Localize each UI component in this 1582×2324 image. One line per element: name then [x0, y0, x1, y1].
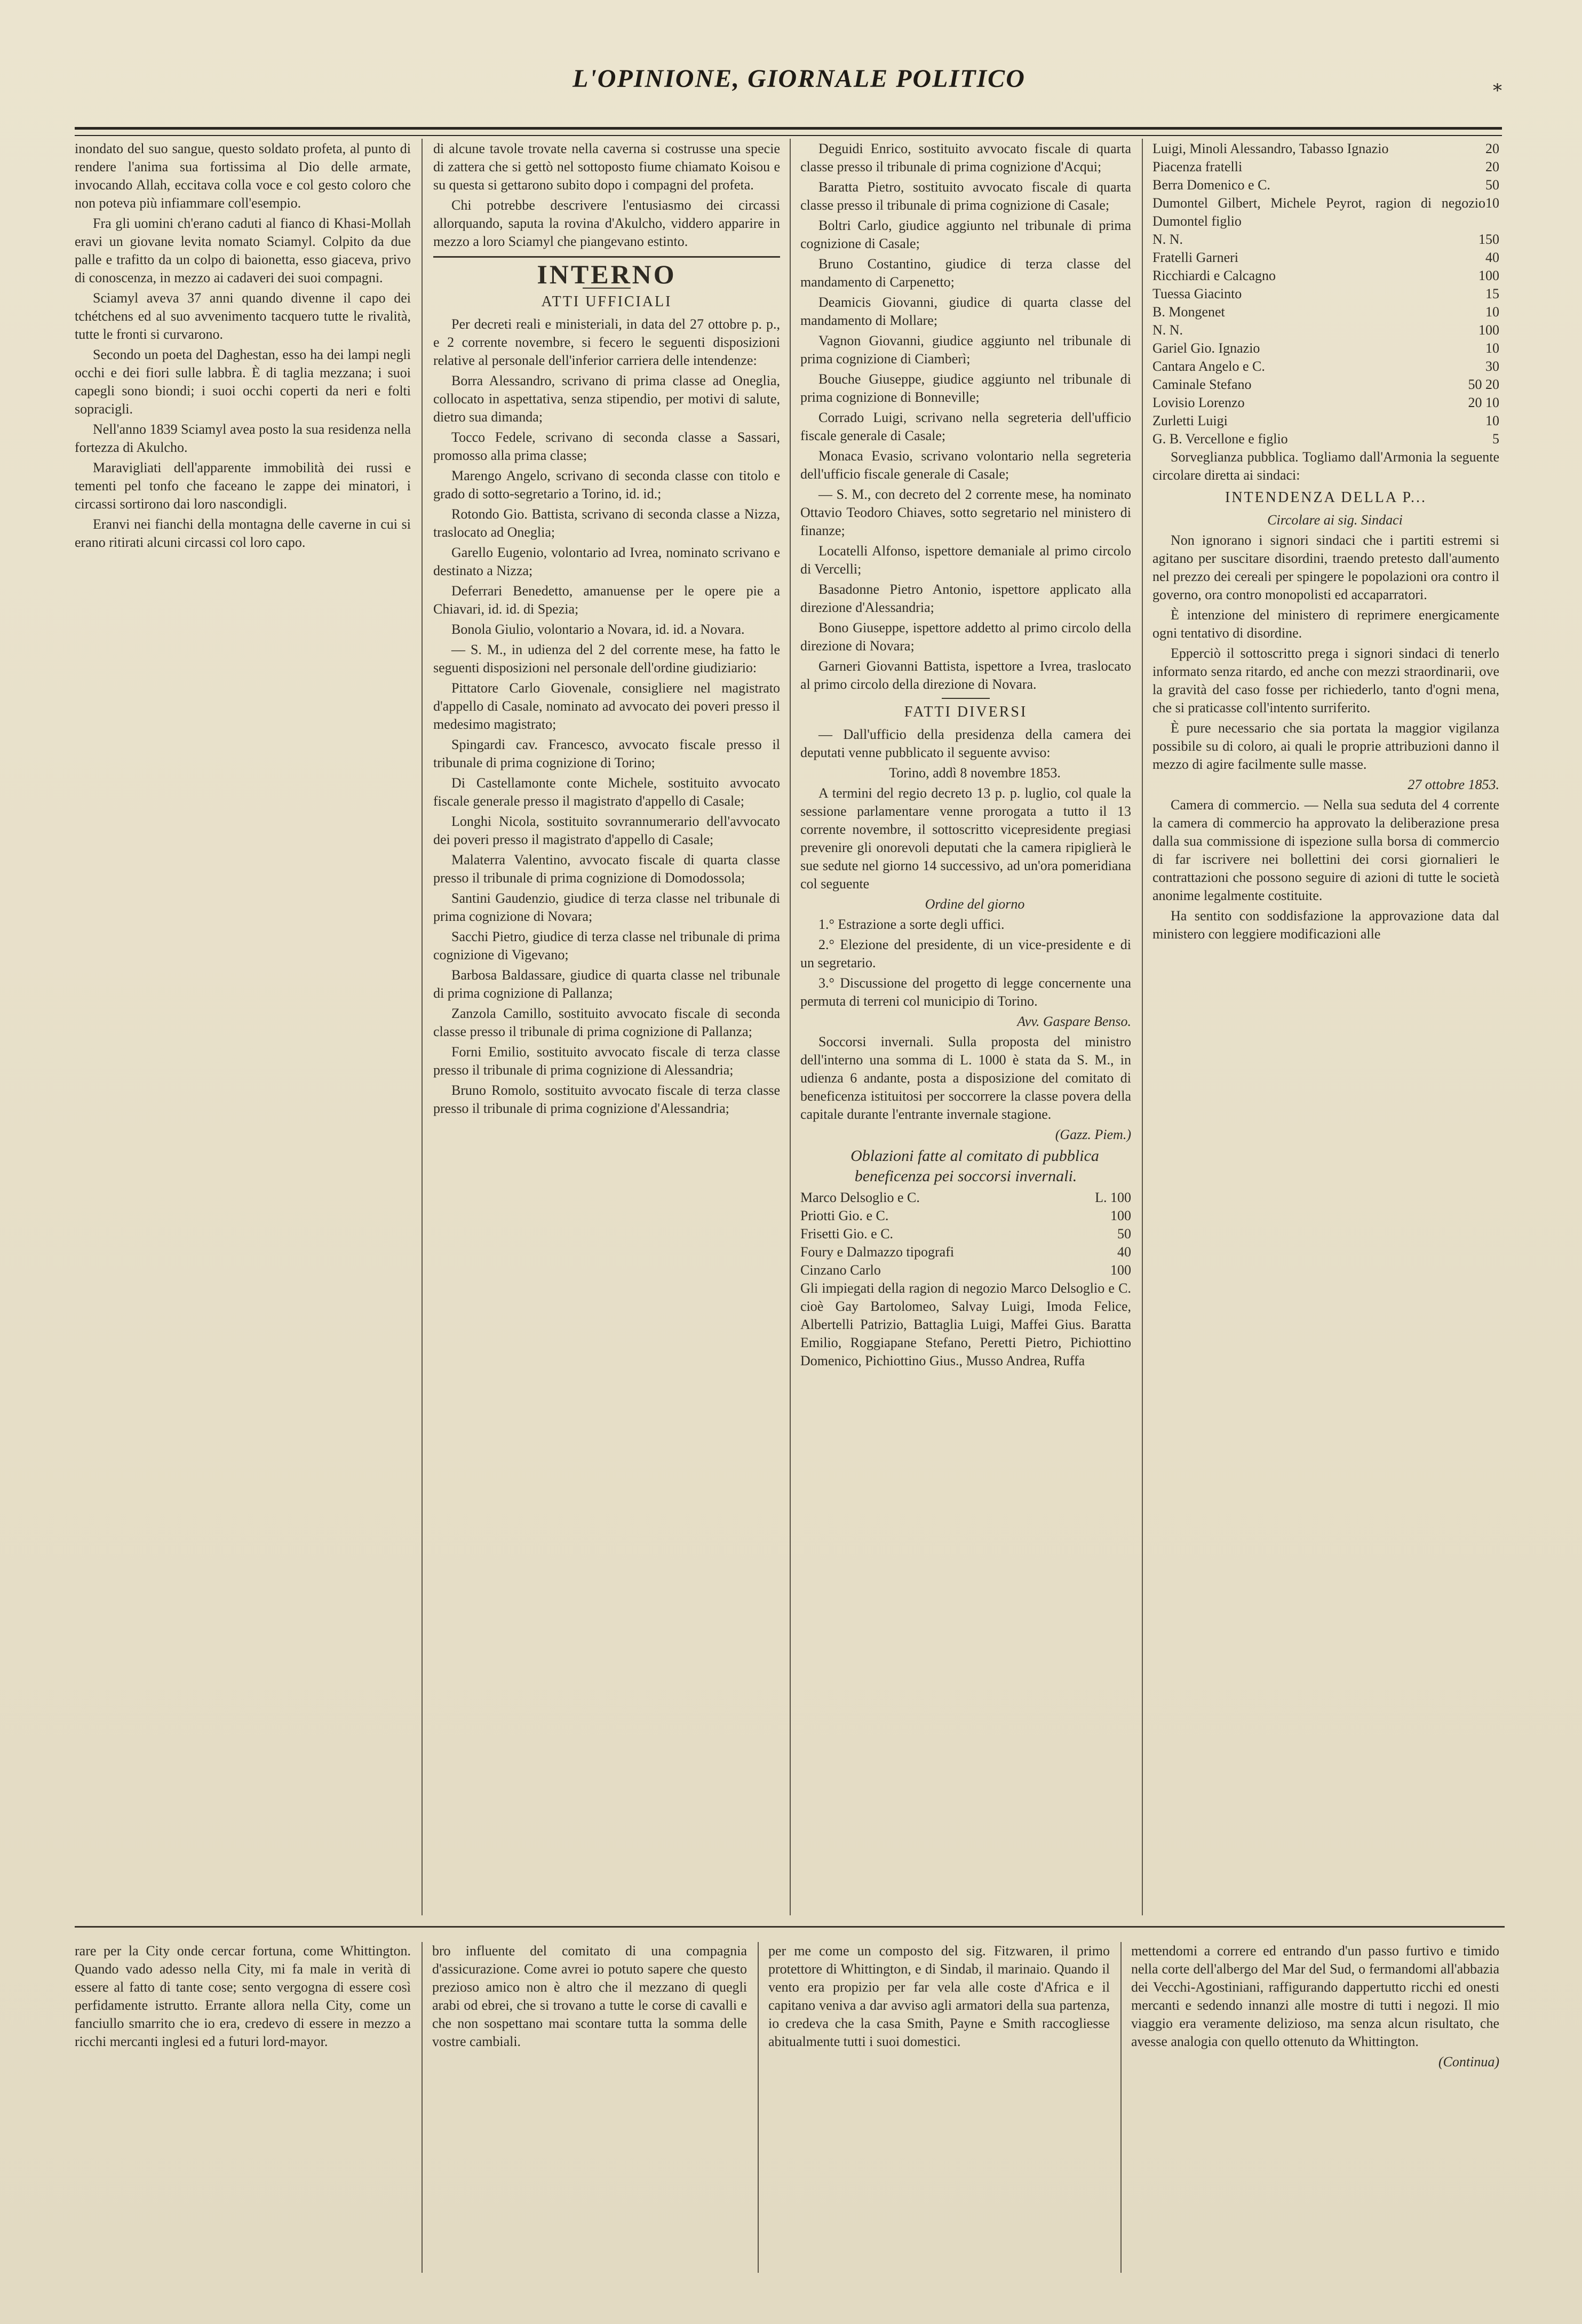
donation-row — [800, 1207, 1131, 1225]
oblazioni-note: Gli impiegati della ragion di negozio Marco Delsoglio e C. cioè Gay Bartolomeo, Salvay Luigi, Imoda Felice, Albertelli Patrizio, Battaglia Luigi, Maffei Gius. Baratta Emilio, Roggiapane Stefano, Peretti Pietro, Pichiottino Domenico, Pichiottino Gius., Musso Andrea, Ruffa — [800, 1280, 1131, 1368]
donation-row — [1152, 249, 1499, 267]
donation-amount: 150 — [1478, 232, 1499, 247]
col2-paragraph: Rotondo Gio. Battista, scrivano di seconda classe a Nizza, traslocato ad Oneglia; — [433, 506, 780, 540]
column-divider — [758, 1942, 759, 2273]
col1-paragraph: Secondo un poeta del Daghestan, esso ha dei lampi negli occhi e dei fiori sulle labbra. È di taglia mezzana; i suoi capegli sono biondi; i suoi occhi coperti da neri e folti sopracigli. — [75, 347, 411, 417]
section-title-interno: INTERNO — [537, 259, 677, 289]
feuilleton-text: mettendomi a correre ed entrando d'un passo furtivo e timido nella corte dell'albergo del Mar del Sud, o fermandomi all'abbazia dei Vecchi-Agostiniani, raffigurando dappertutto ricchi ed onesti mercanti e sedendo innanzi alle mostre di tutti i negozi. Il mio viaggio era veramente delizioso, ma senza alcun risultato, che avesse analogia con quello ottenuto da Whittington. — [1131, 1943, 1499, 2049]
donor-name: Tuessa Giacinto — [1152, 286, 1242, 301]
col3-paragraph: Bouche Giuseppe, giudice aggiunto nel tribunale di prima cognizione di Bonneville; — [800, 371, 1131, 405]
ordine-item: 3.° Discussione del progetto di legge concernente una permuta di terreni col municipio di Torino. — [800, 975, 1131, 1009]
col1-paragraph: Maravigliati dell'apparente immobilità dei russi e tementi pel tonfo che faceano le zappe dei minatori, i circassi sortirono dai loro nascondigli. — [75, 460, 411, 512]
col2-paragraph: Bruno Romolo, sostituito avvocato fiscale di terza classe presso il tribunale di prima cognizione d'Alessandria; — [433, 1083, 780, 1116]
col2-paragraph: Spingardi cav. Francesco, avvocato fiscale presso il tribunale di prima cognizione di Torino; — [433, 737, 780, 770]
col2-top-paragraph: di alcune tavole trovate nella caverna si costrusse una specie di zattera che si gettò nel sottoposto fiume chiamato Koisou e su questa si gettarono subito dopo i compagni del profeta. — [433, 141, 780, 193]
donor-name: Luigi, Minoli Alessandro, Tabasso Ignazio — [1152, 141, 1389, 156]
col2-top-paragraph: Chi potrebbe descrivere l'entusiasmo dei circassi allorquando, saputa la rovina d'Akulcho, viddero apparire in mezzo a loro Sciamyl che piangevano estinto. — [433, 197, 780, 249]
feuilleton-column-1 — [75, 1942, 411, 2053]
section-title-fatti-diversi: FATTI DIVERSI — [904, 704, 1028, 720]
col3-paragraph: Deguidi Enrico, sostituito avvocato fiscale di quarta classe presso il tribunale di prima cognizione d'Acqui; — [800, 141, 1131, 174]
donation-amount: 20 — [1485, 141, 1499, 156]
donation-amount: 10 — [1485, 195, 1499, 211]
col3-paragraph: Deamicis Giovanni, giudice di quarta classe del mandamento di Mollare; — [800, 295, 1131, 328]
donor-name: Cinzano Carlo — [800, 1262, 881, 1278]
donation-row — [800, 1261, 1131, 1279]
donation-amount: 40 — [1117, 1244, 1131, 1260]
section-separator — [942, 698, 990, 699]
camera-paragraph: Camera di commercio. — Nella sua seduta del 4 corrente la camera di commercio ha approvato la deliberazione presa dalla sua commissione di ispezione sulla borsa di commercio di far iscrivere nei bollettini dei corsi giornalieri le contrattazioni che possono seguire di azioni di tutte le società anonime legalmente costituite. — [1152, 797, 1499, 903]
col2-paragraph: Tocco Fedele, scrivano di seconda classe a Sassari, promosso alla prima classe; — [433, 429, 780, 463]
col2-paragraph: Garello Eugenio, volontario ad Ivrea, nominato scrivano e destinato a Nizza; — [433, 545, 780, 578]
col2-paragraph: Deferrari Benedetto, amanuense per le opere pie a Chiavari, id. id. di Spezia; — [433, 583, 780, 617]
feuilleton-rule — [75, 1926, 1505, 1928]
donation-amount: 20 10 — [1468, 395, 1499, 410]
donor-name: N. N. — [1152, 232, 1183, 247]
donation-amount: 100 — [1110, 1262, 1131, 1278]
col4-paragraph: È intenzione del ministero di reprimere energicamente ogni tentativo di disordine. — [1152, 607, 1499, 641]
col2-paragraph: — S. M., in udienza del 2 del corrente mese, ha fatto le seguenti disposizioni nel personale dell'ordine giudiziario: — [433, 642, 780, 675]
col3-paragraph: Corrado Luigi, scrivano nella segreteria dell'ufficio fiscale generale di Casale; — [800, 410, 1131, 443]
circolare-title: Circolare ai sig. Sindaci — [1267, 512, 1403, 528]
sorveglianza-paragraph: Sorveglianza pubblica. Togliamo dall'Armonia la seguente circolare diretta ai sindaci: — [1152, 449, 1499, 483]
donor-name: Ricchiardi e Calcagno — [1152, 268, 1276, 283]
page-marker: * — [1493, 80, 1502, 101]
donor-name: B. Mongenet — [1152, 304, 1225, 320]
donation-row — [1152, 194, 1499, 230]
col4-paragraph: Epperciò il sottoscritto prega i signori sindaci di tenerlo informato senza ritardo, ed anche con mezzi straordinarii, ove la gravità del caso fosse per richiederlo, tanto d'ogni mena, che si praticasse coll'intento surriferito. — [1152, 646, 1499, 715]
donation-amount: 40 — [1485, 250, 1499, 265]
column-divider — [790, 139, 791, 1915]
donation-amount: 50 — [1117, 1226, 1131, 1241]
feuilleton-text: rare per la City onde cercar fortuna, come Whittington. Quando vado adesso nella City, mi fa male in verità di essere al fatto di tante cose; sento vergogna di essere così perfidamente istrutto. Errante allora nella City, come un fanciullo smarrito che io era, credevo di essere in mezzo a ricchi mercanti inglesi ed a futuri lord-mayor. — [75, 1943, 411, 2049]
col3-paragraph: Locatelli Alfonso, ispettore demaniale al primo circolo di Vercelli; — [800, 543, 1131, 577]
masthead-rule — [75, 127, 1502, 136]
donation-amount: 10 — [1485, 340, 1499, 356]
donor-name: Fratelli Garneri — [1152, 250, 1238, 265]
column-4 — [1152, 140, 1499, 945]
col1-paragraph: Sciamyl aveva 37 anni quando divenne il capo dei tchétchens ed al suo avvenimento tacquero tutte le rivalità, tutte le fronti si curvarono. — [75, 290, 411, 342]
donation-row — [1152, 176, 1499, 194]
feuilleton-column-4 — [1131, 1942, 1499, 2073]
camera-paragraph: Ha sentito con soddisfazione la approvazione data dal ministero con leggiere modificazioni alle — [1152, 908, 1499, 942]
intendenza-title: INTENDENZA DELLA P... — [1225, 489, 1427, 506]
donation-amount: 10 — [1485, 304, 1499, 320]
donation-row — [1152, 430, 1499, 448]
donation-amount: 100 — [1478, 322, 1499, 338]
donor-name: Lovisio Lorenzo — [1152, 395, 1245, 410]
donation-amount: 100 — [1110, 1208, 1131, 1223]
col2-paragraph: Forni Emilio, sostituito avvocato fiscale di terza classe presso il tribunale di prima cognizione di Alessandria; — [433, 1044, 780, 1078]
col2-paragraph: Borra Alessandro, scrivano di prima classe ad Oneglia, collocato in aspettativa, senza stipendio, per motivi di salute, dietro sua dimanda; — [433, 373, 780, 425]
ordine-item: 1.° Estrazione a sorte degli uffici. — [818, 917, 1005, 932]
donation-row — [1152, 321, 1499, 339]
col1-paragraph: inondato del suo sangue, questo soldato profeta, al punto di rendere l'anima sua fortissima al Dio delle armate, invocando Allah, eccitava colla voce e col gesto coloro che non poteva più infiammare coll'esempio. — [75, 141, 411, 211]
col2-paragraph: Sacchi Pietro, giudice di terza classe nel tribunale di prima cognizione di Vigevano; — [433, 929, 780, 962]
donation-amount: 20 — [1485, 159, 1499, 174]
donation-amount: L. 100 — [1095, 1190, 1131, 1205]
col2-paragraph: Longhi Nicola, sostituito sovrannumerario dell'avvocato dei poveri presso il magistrato d'appello di Casale; — [433, 814, 780, 847]
donation-row — [1152, 394, 1499, 412]
donation-row — [1152, 376, 1499, 394]
donation-row — [1152, 357, 1499, 376]
donation-row — [1152, 285, 1499, 303]
donation-row — [1152, 267, 1499, 285]
donation-amount: 50 20 — [1468, 377, 1499, 392]
donation-amount: 100 — [1478, 268, 1499, 283]
fatti-body: A termini del regio decreto 13 p. p. luglio, col quale la sessione parlamentare venne prorogata a tutto il 13 corrente novembre, il sottoscritto vicepresidente pregiasi prevenire gli onorevoli deputati che la camera ripiglierà le sue sedute nel giorno 14 successivo, ad un'ora pomeridiana col seguente — [800, 785, 1131, 892]
donation-amount: 10 — [1485, 413, 1499, 428]
col3-paragraph: Bono Giuseppe, ispettore addetto al primo circolo della direzione di Novara; — [800, 620, 1131, 654]
donor-name: Dumontel Gilbert, Michele Peyrot, ragion di negozio Dumontel figlio — [1152, 195, 1485, 229]
donor-name: Zurletti Luigi — [1152, 413, 1228, 428]
donor-name: N. N. — [1152, 322, 1183, 338]
col4-paragraph: È pure necessario che sia portata la maggior vigilanza possibile su di coloro, ai quali le proprie attribuzioni danno il mezzo di agire facilmente sulle masse. — [1152, 720, 1499, 772]
masthead — [85, 64, 1513, 117]
oblazioni-title: Oblazioni fatte al comitato di pubblica beneficenza pei soccorsi invernali. — [850, 1147, 1099, 1185]
column-divider — [422, 139, 423, 1915]
donor-name: Foury e Dalmazzo tipografi — [800, 1244, 955, 1260]
col3-paragraph: Bruno Costantino, giudice di terza classe del mandamento di Carpenetto; — [800, 256, 1131, 290]
col2-paragraph: Bonola Giulio, volontario a Novara, id. id. a Novara. — [451, 622, 745, 637]
donation-amount: 5 — [1492, 431, 1499, 447]
donation-row — [1152, 158, 1499, 176]
col3-paragraph: Basadonne Pietro Antonio, ispettore applicato alla direzione d'Alessandria; — [800, 582, 1131, 615]
col2-paragraph: Per decreti reali e ministeriali, in data del 27 ottobre p. p., e 2 corrente novembre, si fecero le seguenti disposizioni relative al personale dell'inferior carriera delle intendenze: — [433, 316, 780, 368]
donor-name: Priotti Gio. e C. — [800, 1208, 889, 1223]
donation-amount: 50 — [1485, 177, 1499, 193]
donor-name: Marco Delsoglio e C. — [800, 1190, 920, 1205]
feuilleton-column-3 — [768, 1942, 1110, 2053]
column-3 — [800, 140, 1131, 1372]
feuilleton-column-2 — [432, 1942, 747, 2053]
ordine-item: 2.° Elezione del presidente, di un vice-presidente e di un segretario. — [800, 937, 1131, 970]
column-1 — [75, 140, 411, 554]
source-note: (Gazz. Piem.) — [1055, 1127, 1131, 1142]
donation-row — [1152, 303, 1499, 321]
col2-paragraph: Santini Gaudenzio, giudice di terza classe nel tribunale di prima cognizione di Novara; — [433, 890, 780, 924]
donor-name: Piacenza fratelli — [1152, 159, 1243, 174]
donation-amount: 30 — [1485, 359, 1499, 374]
col2-paragraph: Pittatore Carlo Giovenale, consigliere nel magistrato d'appello di Casale, nominato ad avvocato dei poveri presso il medesimo magistrato; — [433, 680, 780, 732]
donor-name: Frisetti Gio. e C. — [800, 1226, 894, 1241]
donation-row — [800, 1189, 1131, 1207]
col3-paragraph: Baratta Pietro, sostituito avvocato fiscale di quarta classe presso il tribunale di prima cognizione di Casale; — [800, 179, 1131, 213]
col3-paragraph: Boltri Carlo, giudice aggiunto nel tribunale di prima cognizione di Casale; — [800, 218, 1131, 251]
masthead-title: L'OPINIONE, GIORNALE POLITICO — [573, 65, 1025, 93]
column-divider — [1142, 139, 1143, 1915]
donor-name: Gariel Gio. Ignazio — [1152, 340, 1260, 356]
signature: Avv. Gaspare Benso. — [1017, 1014, 1131, 1029]
soccorsi-paragraph: Soccorsi invernali. Sulla proposta del ministro dell'interno una somma di L. 1000 è stata da S. M., in udienza 6 andante, posta a disposizione del comitato di beneficenza istituitosi per soccorrere la classe povera della capitale durante l'entrante invernale stagione. — [800, 1034, 1131, 1122]
donation-row — [1152, 339, 1499, 357]
col2-paragraph: Marengo Angelo, scrivano di seconda classe con titolo e grado di sotto-segretario a Torino, id. id.; — [433, 468, 780, 502]
column-divider — [422, 1942, 423, 2273]
donor-name: Cantara Angelo e C. — [1152, 359, 1265, 374]
donation-row — [1152, 230, 1499, 249]
col2-paragraph: Di Castellamonte conte Michele, sostituito avvocato fiscale generale presso il magistrato d'appello di Casale; — [433, 775, 780, 809]
col3-paragraph: Garneri Giovanni Battista, ispettore a Ivrea, traslocato al primo circolo della direzione di Novara. — [800, 658, 1131, 692]
donation-row — [800, 1243, 1131, 1261]
feuilleton-text: per me come un composto del sig. Fitzwaren, il primo protettore di Whittington, e di Sindab, il marinaio. Quando il vento era propizio per far vela alle coste d'Africa e il capitano veniva a dar avviso agli armatori della sua partenza, io credeva che la casa Smith, Payne e Smith raccogliesse abitualmente tutti i suoi domestici. — [768, 1943, 1110, 2049]
col4-paragraph: Non ignorano i signori sindaci che i partiti estremi si agitano per suscitare disordini, traendo pretesto dall'aumento nel prezzo dei cereali per spingere le popolazioni ora contro il governo, ora contro monopolisti ed accaparratori. — [1152, 532, 1499, 602]
col1-paragraph: Eranvi nei fianchi della montagna delle caverne in cui si erano ritirati alcuni circassi col loro capo. — [75, 516, 411, 550]
donation-row — [1152, 412, 1499, 430]
subsection-title-atti-ufficiali: ATTI UFFICIALI — [541, 293, 672, 310]
donation-row — [800, 1225, 1131, 1243]
feuilleton-text: bro influente del comitato di una compagnia d'assicurazione. Come avrei io potuto sapere che questo prezioso amico non è altro che il mezzano di quegli arabi od ebrei, che si trovano a tutte le corse di cavalli e che non sospettano mai scontare tutta la somma delle vostre cambiali. — [432, 1943, 747, 2049]
donation-row — [1152, 140, 1499, 158]
continua-label: (Continua) — [1438, 2054, 1499, 2070]
fatti-date: Torino, addì 8 novembre 1853. — [889, 765, 1061, 781]
col3-paragraph: — S. M., con decreto del 2 corrente mese, ha nominato Ottavio Teodoro Chiaves, sotto segretario nel ministero di finanze; — [800, 487, 1131, 538]
col2-paragraph: Zanzola Camillo, sostituito avvocato fiscale di seconda classe presso il tribunale di prima cognizione di Pallanza; — [433, 1006, 780, 1039]
donor-name: Berra Domenico e C. — [1152, 177, 1270, 193]
col1-paragraph: Fra gli uomini ch'erano caduti al fianco di Khasi-Mollah eravi un giovane levita nomato Sciamyl. Colpito da due palle e trafitto da un colpo di baionetta, esso giaceva, privo di conoscenza, in mezzo ai cadaveri dei suoi compagni. — [75, 216, 411, 285]
column-2 — [433, 140, 780, 1120]
col3-paragraph: Monaca Evasio, scrivano volontario nella segreteria dell'ufficio fiscale generale di Casale; — [800, 448, 1131, 482]
col2-paragraph: Malaterra Valentino, avvocato fiscale di quarta classe presso il tribunale di prima cognizione di Domodossola; — [433, 852, 780, 886]
donor-name: G. B. Vercellone e figlio — [1152, 431, 1288, 447]
column-divider — [1120, 1942, 1122, 2273]
donor-name: Caminale Stefano — [1152, 377, 1252, 392]
ordine-title: Ordine del giorno — [925, 896, 1025, 912]
fatti-intro: — Dall'ufficio della presidenza della camera dei deputati venne pubblicato il seguente avviso: — [800, 727, 1131, 760]
section-rule — [433, 256, 780, 258]
col1-paragraph: Nell'anno 1839 Sciamyl avea posto la sua residenza nella fortezza di Akulcho. — [75, 421, 411, 455]
circolare-date: 27 ottobre 1853. — [1408, 777, 1499, 792]
donation-amount: 15 — [1485, 286, 1499, 301]
col3-paragraph: Vagnon Giovanni, giudice aggiunto nel tribunale di prima cognizione di Ciamberì; — [800, 333, 1131, 367]
col2-paragraph: Barbosa Baldassare, giudice di quarta classe nel tribunale di prima cognizione di Pallanza; — [433, 967, 780, 1001]
